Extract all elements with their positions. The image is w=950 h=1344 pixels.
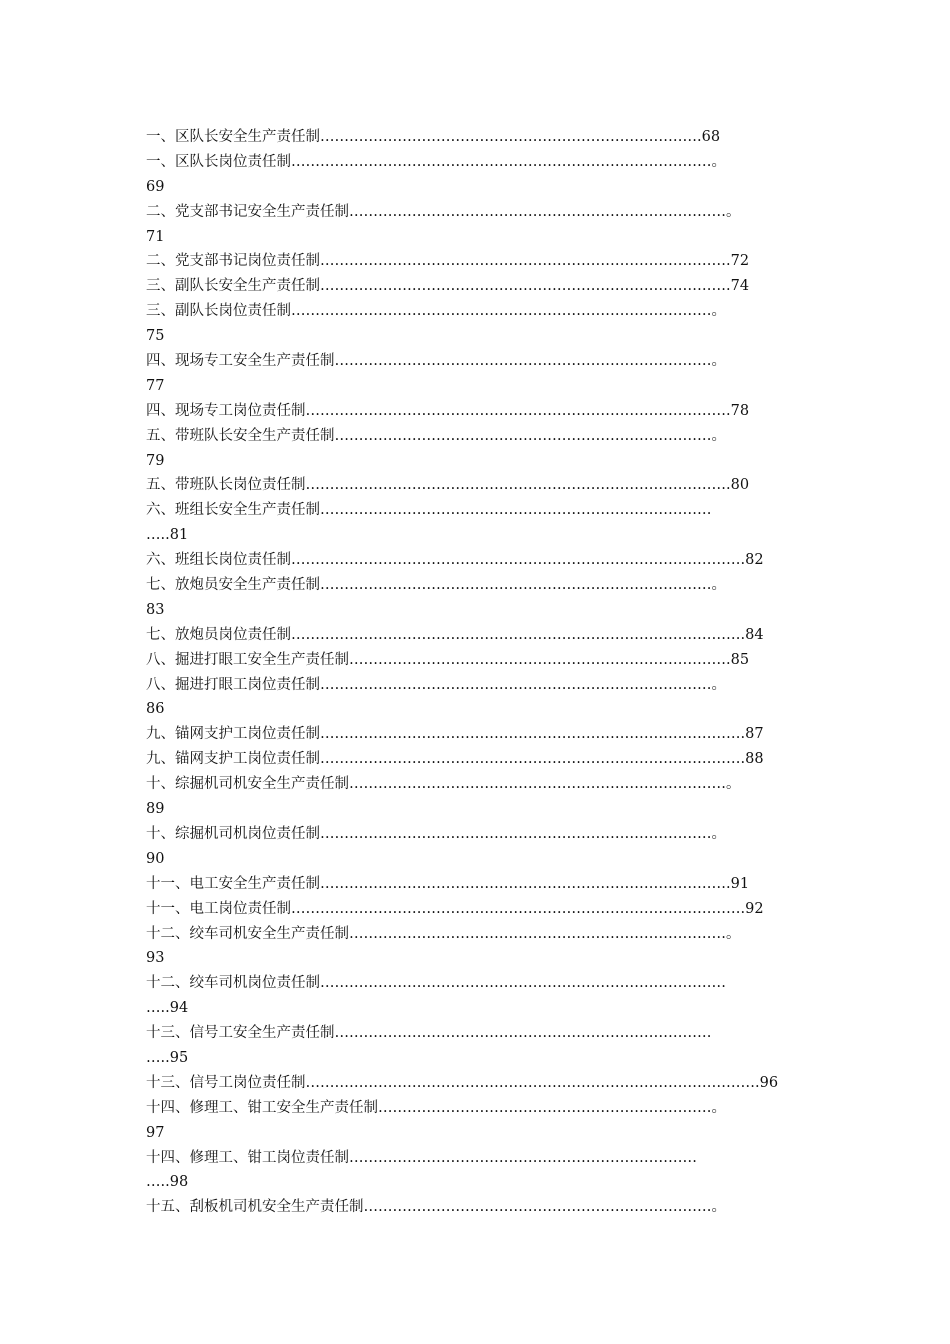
toc-line: …..81 xyxy=(146,527,189,544)
toc-line: 79 xyxy=(146,452,165,469)
toc-line: 三、副队长岗位责任制……………………………………………………………………………。 xyxy=(146,303,726,320)
table-of-contents xyxy=(146,125,806,1220)
toc-line: 一、区队长岗位责任制……………………………………………………………………………。 xyxy=(146,153,726,170)
toc-line: 八、掘进打眼工岗位责任制………………………………………………………………………。 xyxy=(146,676,726,693)
toc-line: 86 xyxy=(146,701,165,718)
toc-line: 89 xyxy=(146,801,165,818)
toc-line: 四、现场专工岗位责任制…………………………………………………………………………….78 xyxy=(146,402,750,419)
toc-line: 五、带班队长岗位责任制…………………………………………………………………………….80 xyxy=(146,477,750,494)
toc-line: 97 xyxy=(146,1124,165,1141)
toc-line: 十五、刮板机司机安全生产责任制………………………………………………………………。 xyxy=(146,1199,726,1216)
toc-line: 三、副队长安全生产责任制………………………………………………………………………….74 xyxy=(146,278,750,295)
toc-line: …..94 xyxy=(146,1000,189,1017)
toc-line: 83 xyxy=(146,601,165,618)
toc-line: 75 xyxy=(146,328,165,345)
toc-line: 九、锚网支护工岗位责任制…………………………………………………………………………….88 xyxy=(146,751,764,768)
toc-line: 十、综掘机司机安全生产责任制……………………………………………………………………。 xyxy=(146,776,741,793)
toc-line: 十四、修理工、钳工岗位责任制……………………………………………………………… xyxy=(146,1149,697,1166)
toc-line: …..98 xyxy=(146,1174,189,1191)
toc-line: 93 xyxy=(146,950,165,967)
toc-line: 十二、绞车司机岗位责任制………………………………………………………………………… xyxy=(146,975,726,992)
toc-line: 六、班组长岗位责任制………………………………………………………………………………….82 xyxy=(146,552,764,569)
toc-line: 二、党支部书记安全生产责任制……………………………………………………………………。 xyxy=(146,203,741,220)
toc-line: 七、放炮员岗位责任制………………………………………………………………………………….84 xyxy=(146,626,764,643)
toc-line: 71 xyxy=(146,228,165,245)
toc-line: 77 xyxy=(146,377,165,394)
toc-line: 十、综掘机司机岗位责任制………………………………………………………………………。 xyxy=(146,825,726,842)
toc-line: 90 xyxy=(146,850,165,867)
toc-line: 十一、电工安全生产责任制………………………………………………………………………….91 xyxy=(146,875,750,892)
toc-line: 二、党支部书记岗位责任制………………………………………………………………………….72 xyxy=(146,253,750,270)
toc-line: 五、带班队长安全生产责任制……………………………………………………………………。 xyxy=(146,427,726,444)
toc-line: 十一、电工岗位责任制………………………………………………………………………………….92 xyxy=(146,900,764,917)
toc-line: 十二、绞车司机安全生产责任制……………………………………………………………………。 xyxy=(146,925,741,942)
toc-line: …..95 xyxy=(146,1049,189,1066)
toc-line: 六、班组长安全生产责任制……………………………………………………………………… xyxy=(146,502,712,519)
toc-line: 十三、信号工安全生产责任制…………………………………………………………………… xyxy=(146,1025,712,1042)
toc-line: 八、掘进打眼工安全生产责任制…………………………………………………………………….85 xyxy=(146,651,750,668)
toc-line: 一、区队长安全生产责任制…………………………………………………………………….68 xyxy=(146,129,721,145)
toc-line: 十三、信号工岗位责任制………………………………………………………………………………….96 xyxy=(146,1074,779,1091)
toc-line: 七、放炮员安全生产责任制………………………………………………………………………。 xyxy=(146,577,726,594)
toc-line: 十四、修理工、钳工安全生产责任制……………………………………………………………。 xyxy=(146,1099,726,1116)
toc-line: 69 xyxy=(146,178,165,195)
toc-line: 四、现场专工安全生产责任制……………………………………………………………………。 xyxy=(146,353,726,370)
toc-line: 九、锚网支护工岗位责任制…………………………………………………………………………….87 xyxy=(146,726,764,743)
